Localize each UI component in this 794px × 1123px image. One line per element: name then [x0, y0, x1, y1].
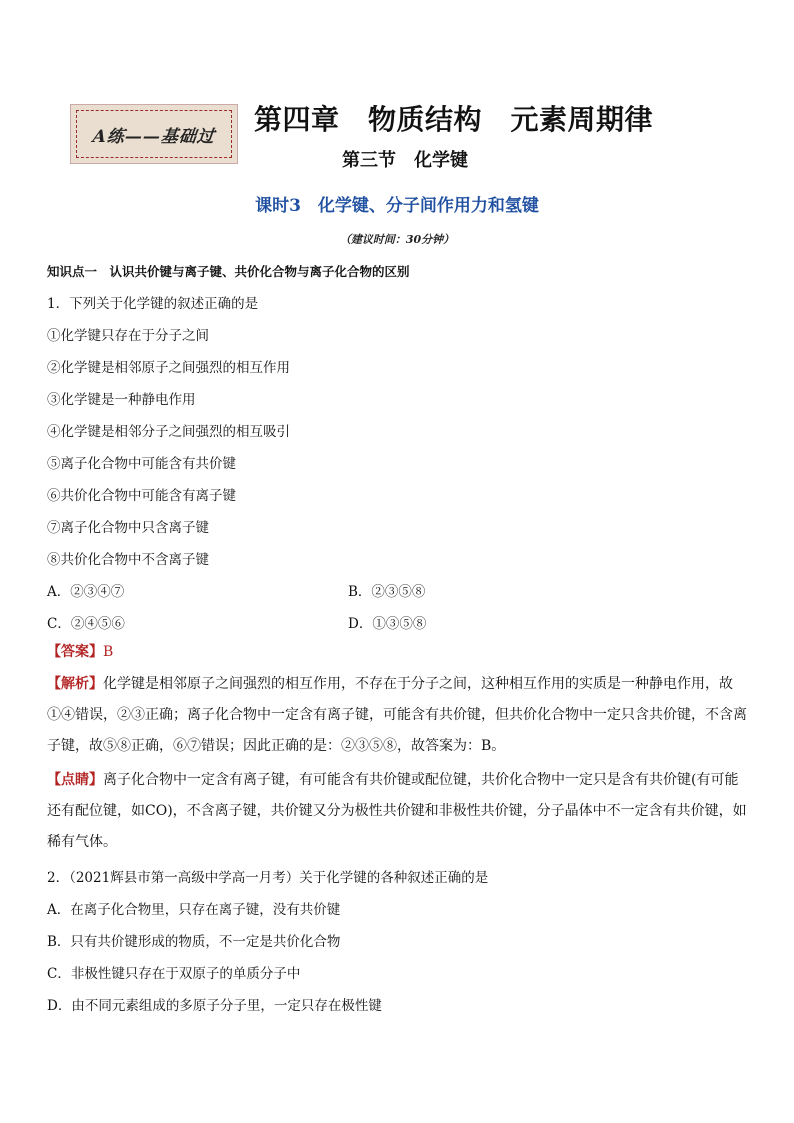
badge-frame	[76, 110, 232, 158]
q2-option-d: D．由不同元素组成的多原子分子里，一定只存在极性键	[47, 998, 382, 1014]
answer-value: B	[103, 644, 114, 660]
answer-tag: 【答案】	[47, 644, 103, 660]
q1-option-d: D．①③⑤⑧	[348, 616, 427, 632]
analysis-tag: 【解析】	[47, 676, 103, 692]
q1-note	[47, 765, 747, 858]
lesson-title: 课时3 化学键、分子间作用力和氢键	[255, 196, 539, 216]
q1-statement: ④化学键是相邻分子之间强烈的相互吸引	[47, 424, 290, 440]
q1-statement: ②化学键是相邻原子之间强烈的相互作用	[47, 360, 290, 376]
q1-option-a: A．②③④⑦	[47, 584, 125, 600]
q2-option-a: A．在离子化合物里，只存在离子键，没有共价键	[47, 902, 341, 918]
q1-answer	[47, 637, 747, 668]
q1-statement: ⑧共价化合物中不含离子键	[47, 552, 209, 568]
q1-option-b: B．②③⑤⑧	[348, 584, 426, 600]
exercise-level-badge	[70, 104, 238, 164]
q2-option-c: C．非极性键只存在于双原子的单质分子中	[47, 966, 301, 982]
note-tag: 【点睛】	[47, 772, 103, 788]
q1-option-c: C．②④⑤⑥	[47, 616, 125, 632]
analysis-text: 化学键是相邻原子之间强烈的相互作用，不存在于分子之间，这种相互作用的实质是一种静电作用，故①④错误，②③正确；离子化合物中一定含有离子键，可能含有共价键，但共价化合物中一定只含共价键，不含离子键，故⑤⑧正确，⑥⑦错误；因此正确的是：②③⑤⑧，故答案为：B。	[47, 676, 747, 754]
note-text: 离子化合物中一定含有离子键，有可能含有共价键或配位键，共价化合物中一定只是含有共价键(有可能还有配位键，如CO)，不含离子键，共价键又分为极性共价键和非极性共价键，分子晶体中不一定含有共价键，如稀有气体。	[47, 772, 747, 850]
question-2-stem: 2．（2021辉县市第一高级中学高一月考）关于化学键的各种叙述正确的是	[47, 870, 489, 886]
knowledge-point-heading: 知识点一 认识共价键与离子键、共价化合物与离子化合物的区别	[47, 264, 410, 279]
q1-statement: ①化学键只存在于分子之间	[47, 328, 209, 344]
question-1-stem: 1．下列关于化学键的叙述正确的是	[47, 296, 259, 312]
q1-statement: ⑥共价化合物中可能含有离子键	[47, 488, 236, 504]
q1-statement: ⑤离子化合物中可能含有共价键	[47, 456, 236, 472]
q1-statement: ③化学键是一种静电作用	[47, 392, 196, 408]
suggested-time: （建议时间：30分钟）	[339, 233, 455, 246]
section-title: 第三节 化学键	[342, 150, 468, 171]
q1-analysis	[47, 669, 747, 762]
chapter-title: 第四章 物质结构 元素周期律	[254, 103, 654, 136]
q2-option-b: B．只有共价键形成的物质，不一定是共价化合物	[47, 934, 341, 950]
q1-statement: ⑦离子化合物中只含离子键	[47, 520, 209, 536]
badge-label: A练——基础过	[91, 126, 216, 147]
